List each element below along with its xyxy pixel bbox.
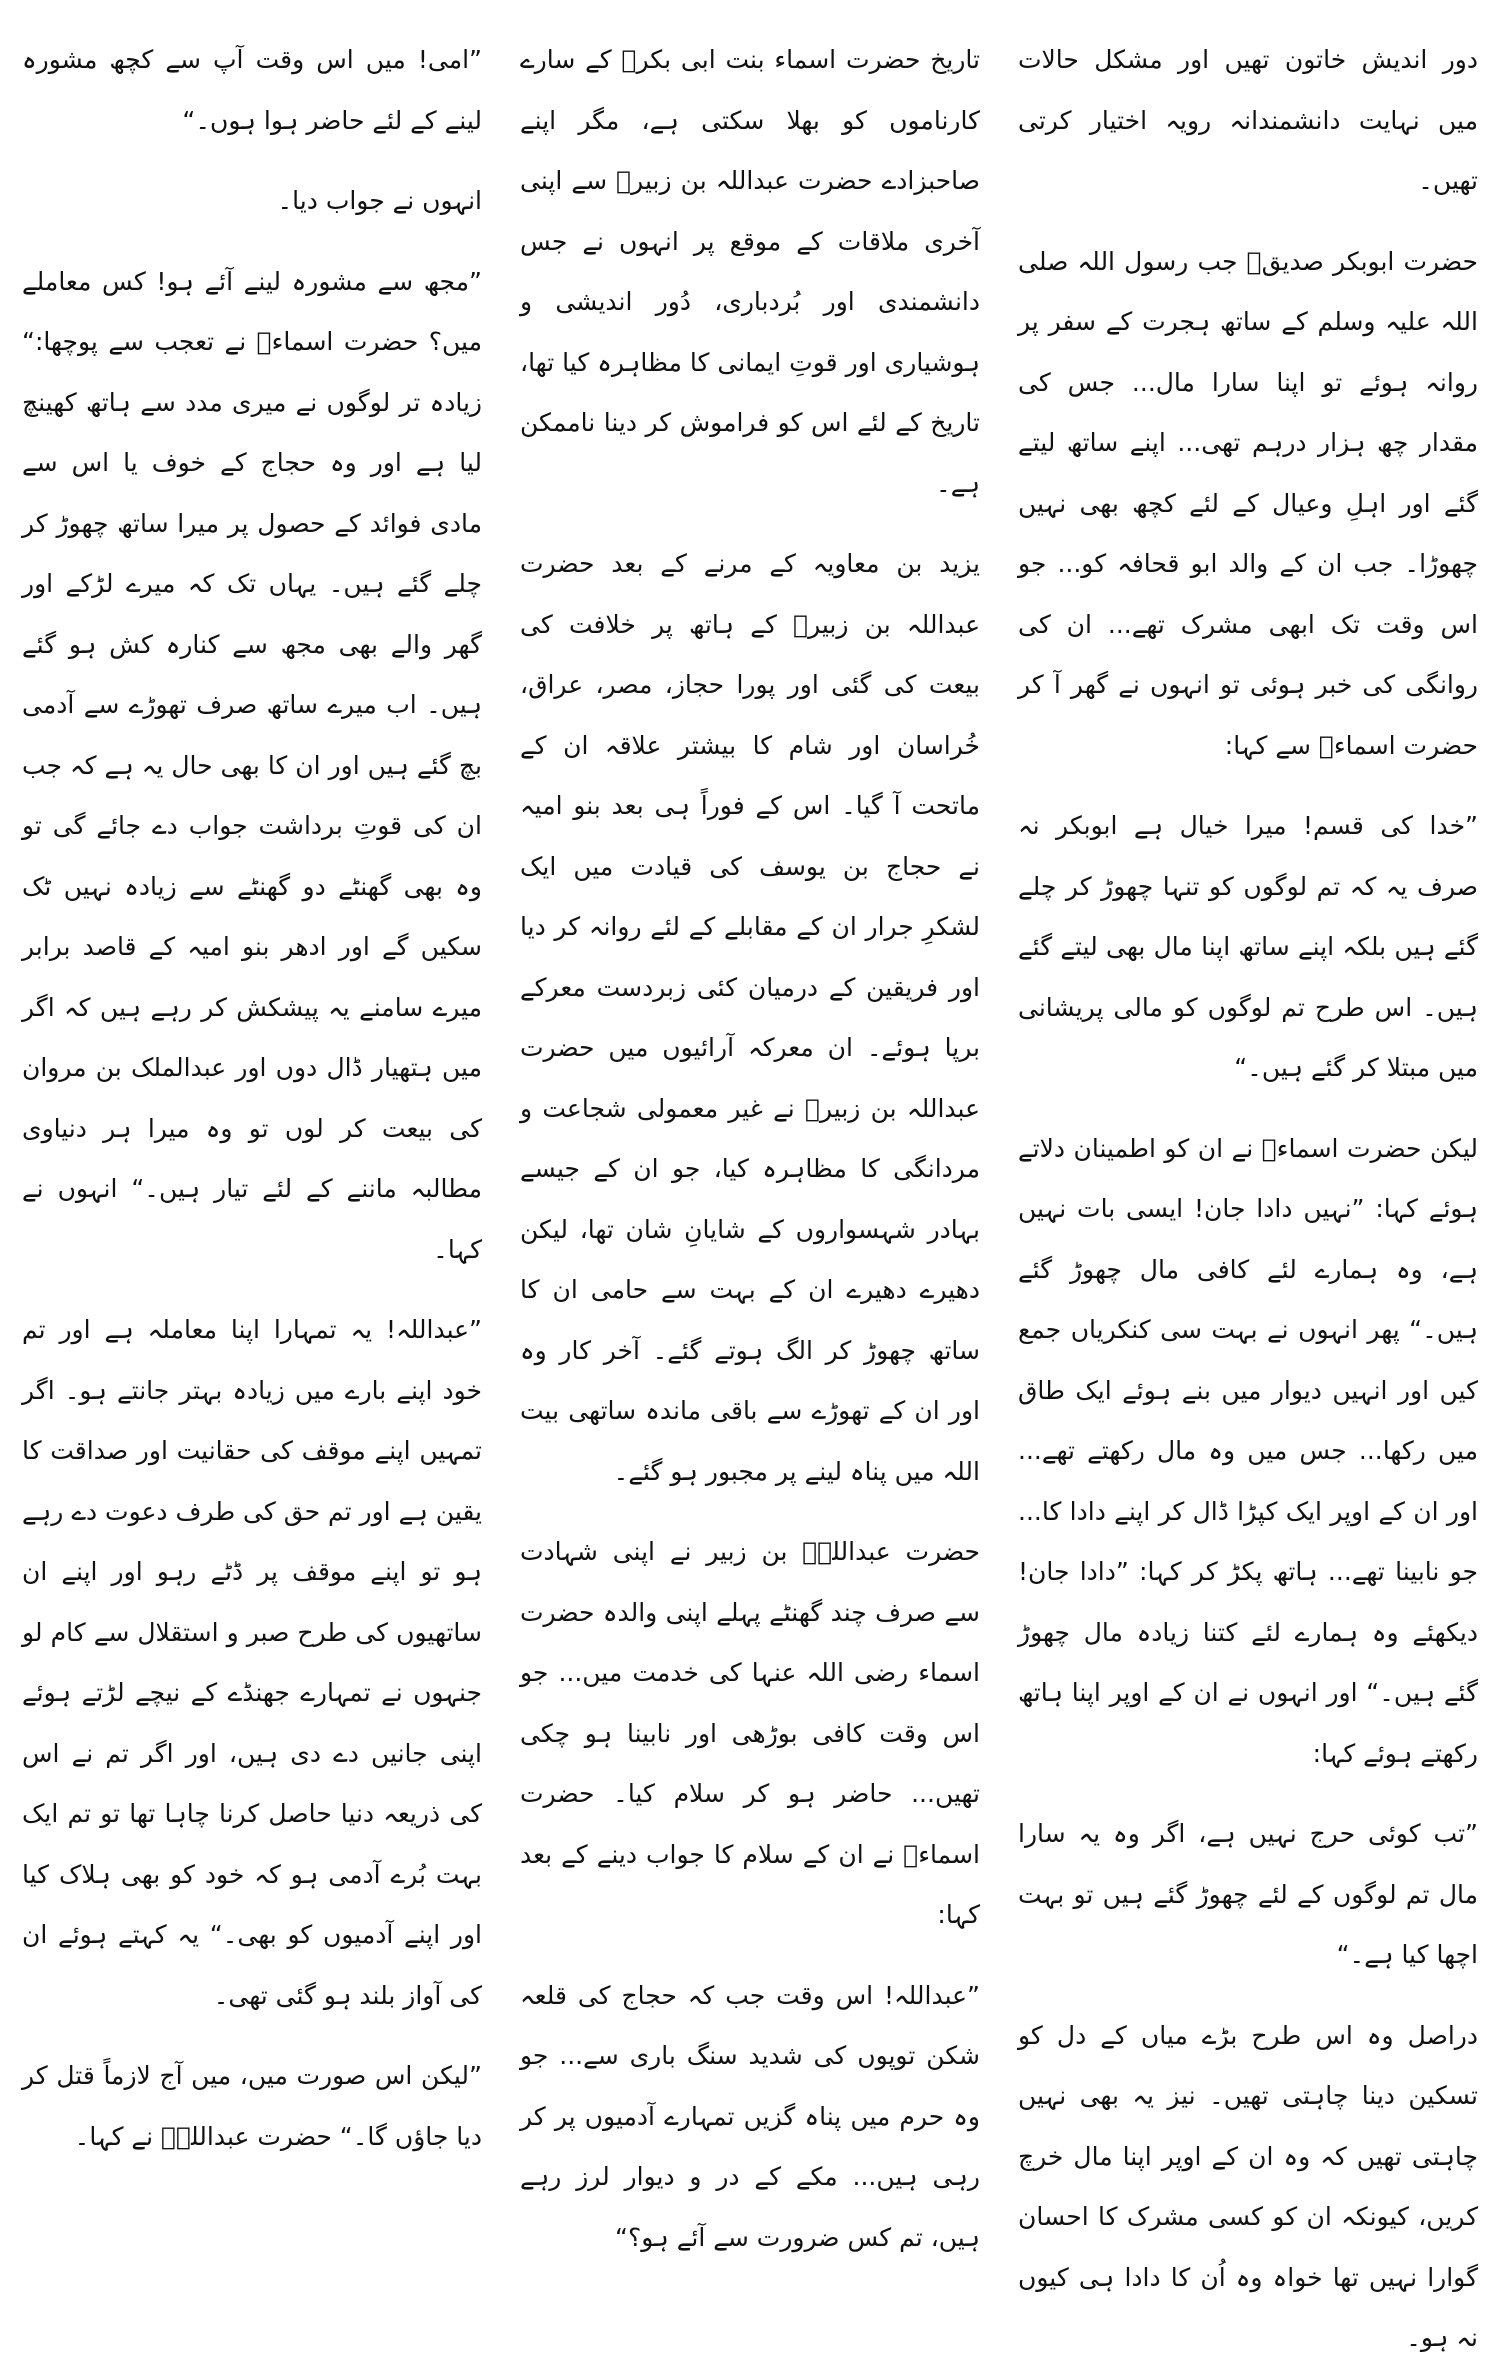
column-left: [22, 30, 482, 2180]
paragraph: ”لیکن اس صورت میں، میں آج لازماً قتل کر دیا جاؤں گا۔“ حضرت عبداللہؓ نے کہا۔: [22, 2061, 482, 2151]
paragraph: ”مجھ سے مشورہ لینے آئے ہو! کس معاملے میں؟ حضرت اسماءؓ نے تعجب سے پوچھا:“ زیادہ تر لوگوں نے میری مدد سے ہاتھ کھینچ لیا ہے اور وہ حجاج کے خوف یا اس سے مادی فوائد کے حصول پر میرا ساتھ چھوڑ کر چلے گئے ہیں۔ یہاں تک کہ میرے لڑکے اور گھر والے بھی مجھ سے کنارہ کش ہو گئے ہیں۔ اب میرے ساتھ صرف تھوڑے سے آدمی بچ گئے ہیں اور ان کا بھی حال یہ ہے کہ جب ان کی قوتِ برداشت جواب دے جائے گی تو وہ بھی گھنٹے دو گھنٹے سے زیادہ نہیں ٹک سکیں گے اور ادھر بنو امیہ کے قاصد برابر میرے سامنے یہ پیشکش کر رہے ہیں کہ اگر میں ہتھیار ڈال دوں اور عبدالملک بن مروان کی بیعت کر لوں تو وہ میرا ہر دنیاوی مطالبہ ماننے کے لئے تیار ہیں۔“ انہوں نے کہا۔: [22, 266, 482, 1264]
paragraph: ”امی! میں اس وقت آپ سے کچھ مشورہ لینے کے لئے حاضر ہوا ہوں۔“: [22, 45, 482, 135]
paragraph: حضرت ابوبکر صدیقؓ جب رسول اللہ صلی اللہ علیہ وسلم کے ساتھ ہجرت کے سفر پر روانہ ہوئے تو اپنا سارا مال... جس کی مقدار چھ ہزار درہم تھی... اپنے ساتھ لیتے گئے اور اہلِ وعیال کے لئے کچھ بھی نہیں چھوڑا۔ جب ان کے والد ابو قحافہ کو... جو اس وقت تک ابھی مشرک تھے... ان کی روانگی کی خبر ہوئی تو انہوں نے گھر آ کر حضرت اسماءؓ سے کہا:: [1018, 246, 1478, 760]
paragraph: ”خدا کی قسم! میرا خیال ہے ابوبکر نہ صرف یہ کہ تم لوگوں کو تنہا چھوڑ کر چلے گئے ہیں بلکہ اپنے ساتھ اپنا مال بھی لیتے گئے ہیں۔ اس طرح تم لوگوں کو مالی پریشانی میں مبتلا کر گئے ہیں۔“: [1018, 811, 1478, 1082]
paragraph: ”عبداللہ! اس وقت جب کہ حجاج کی قلعہ شکن توپوں کی شدید سنگ باری سے... جو وہ حرم میں پناہ گزیں تمہارے آدمیوں پر کر رہی ہیں... مکے کے در و دیوار لرز رہے ہیں، تم کس ضرورت سے آئے ہو؟“: [520, 1980, 980, 2252]
paragraph: حضرت عبداللہؓ بن زبیر نے اپنی شہادت سے صرف چند گھنٹے پہلے اپنی والدہ حضرت اسماء رضی اللہ عنہا کی خدمت میں... جو اس وقت کافی بوڑھی اور نابینا ہو چکی تھیں... حاضر ہو کر سلام کیا۔ حضرت اسماءؓ نے ان کے سلام کا جواب دینے کے بعد کہا:: [520, 1537, 980, 1929]
paragraph: دراصل وہ اس طرح بڑے میاں کے دل کو تسکین دینا چاہتی تھیں۔ نیز یہ بھی نہیں چاہتی تھیں کہ وہ ان کے اوپر اپنا مال خرچ کریں، کیونکہ ان کو کسی مشرک کا احسان گوارا نہیں تھا خواہ وہ اُن کا دادا ہی کیوں نہ ہو۔: [1018, 2020, 1478, 2352]
paragraph: تاریخ حضرت اسماء بنت ابی بکرؓ کے سارے کارناموں کو بھلا سکتی ہے، مگر اپنے صاحبزادے حضرت عبداللہ بن زبیرؓ سے اپنی آخری ملاقات کے موقع پر انہوں نے جس دانشمندی اور بُردباری، دُور اندیشی و ہوشیاری اور قوتِ ایمانی کا مظاہرہ کیا تھا، تاریخ کے لئے اس کو فراموش کر دینا ناممکن ہے۔: [520, 45, 980, 498]
column-middle: [520, 30, 980, 2252]
paragraph: لیکن حضرت اسماءؓ نے ان کو اطمینان دلاتے ہوئے کہا: ”نہیں دادا جان! ایسی بات نہیں ہے، وہ ہمارے لئے کافی مال چھوڑ گئے ہیں۔“ پھر انہوں نے بہت سی کنکریاں جمع کیں اور انہیں دیوار میں بنے ہوئے ایک طاق میں رکھا... جس میں وہ مال رکھتے تھے... اور ان کے اوپر ایک کپڑا ڈال کر اپنے دادا کا... جو نابینا تھے... ہاتھ پکڑ کر کہا: ”دادا جان! دیکھئے وہ ہمارے لئے کتنا زیادہ مال چھوڑ گئے ہیں۔“ اور انہوں نے ان کے اوپر اپنا ہاتھ رکھتے ہوئے کہا:: [1018, 1133, 1478, 1768]
paragraph: دور اندیش خاتون تھیں اور مشکل حالات میں نہایت دانشمندانہ رویہ اختیار کرتی تھیں۔: [1018, 45, 1478, 195]
paragraph: انہوں نے جواب دیا۔: [277, 186, 482, 215]
paragraph: ”تب کوئی حرج نہیں ہے، اگر وہ یہ سارا مال تم لوگوں کے لئے چھوڑ گئے ہیں تو بہت اچھا کیا ہے۔“: [1018, 1819, 1478, 1969]
paragraph: ”عبداللہ! یہ تمہارا اپنا معاملہ ہے اور تم خود اپنے بارے میں زیادہ بہتر جانتے ہو۔ اگر تمہیں اپنے موقف کی حقانیت اور صداقت کا یقین ہے اور تم حق کی طرف دعوت دے رہے ہو تو اپنے موقف پر ڈٹے رہو اور اپنے ان ساتھیوں کی طرح صبر و استقلال سے کام لو جنہوں نے تمہارے جھنڈے کے نیچے لڑتے ہوئے اپنی جانیں دے دی ہیں، اور اگر تم نے اس کی ذریعہ دنیا حاصل کرنا چاہا تھا تو تم ایک بہت بُرے آدمی ہو کہ خود کو بھی ہلاک کیا اور اپنے آدمیوں کو بھی۔“ یہ کہتے ہوئے ان کی آواز بلند ہو گئی تھی۔: [22, 1315, 482, 2010]
paragraph: یزید بن معاویہ کے مرنے کے بعد حضرت عبداللہ بن زبیرؓ کے ہاتھ پر خلافت کی بیعت کی گئی اور پورا حجاز، مصر، عراق، خُراسان اور شام کا بیشتر علاقہ ان کے ماتحت آ گیا۔ اس کے فوراً ہی بعد بنو امیہ نے حجاج بن یوسف کی قیادت میں ایک لشکرِ جرار ان کے مقابلے کے لئے روانہ کر دیا اور فریقین کے درمیان کئی زبردست معرکے برپا ہوئے۔ ان معرکہ آرائیوں میں حضرت عبداللہ بن زبیرؓ نے غیر معمولی شجاعت و مردانگی کا مظاہرہ کیا، جو ان کے جیسے بہادر شہسواروں کے شایانِ شان تھا، لیکن دھیرے دھیرے ان کے بہت سے حامی ان کا ساتھ چھوڑ کر الگ ہوتے گئے۔ آخر کار وہ اور ان کے تھوڑے سے باقی ماندہ ساتھی بیت اللہ میں پناہ لینے پر مجبور ہو گئے۔: [520, 549, 980, 1486]
column-right: [1018, 30, 1478, 2352]
